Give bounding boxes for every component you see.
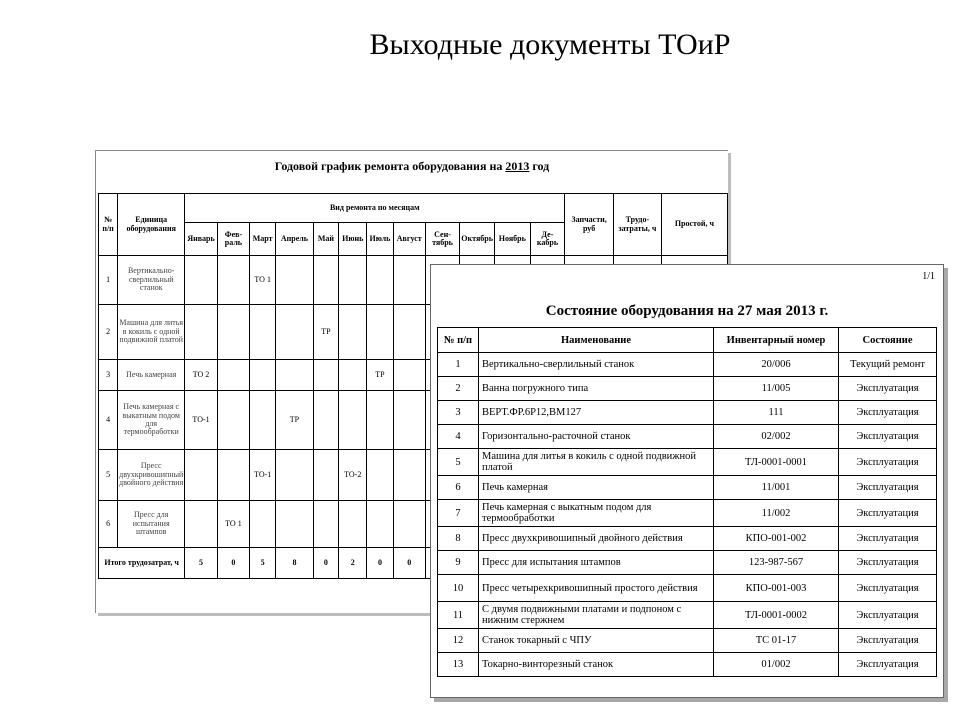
schedule-cell bbox=[276, 360, 313, 391]
status-cell-num: 4 bbox=[438, 425, 479, 449]
status-cell-state: Эксплуатация bbox=[839, 500, 937, 527]
schedule-row-name: Вертикально-сверлильный станок bbox=[118, 256, 185, 305]
schedule-cell bbox=[313, 501, 339, 548]
schedule-cell bbox=[393, 450, 425, 501]
month-header: Апрель bbox=[276, 223, 313, 256]
schedule-cell: ТО 1 bbox=[217, 501, 249, 548]
month-header: Октябрь bbox=[460, 223, 495, 256]
schedule-row-num: 1 bbox=[99, 256, 118, 305]
status-cell-num: 5 bbox=[438, 449, 479, 476]
status-row bbox=[438, 629, 937, 653]
schedule-cell bbox=[313, 256, 339, 305]
status-cell-num: 3 bbox=[438, 401, 479, 425]
status-cell-inv: 111 bbox=[714, 401, 839, 425]
schedule-cell bbox=[339, 360, 367, 391]
status-cell-inv: 02/002 bbox=[714, 425, 839, 449]
status-row bbox=[438, 377, 937, 401]
status-cell-state: Эксплуатация bbox=[839, 602, 937, 629]
status-row bbox=[438, 602, 937, 629]
schedule-cell bbox=[339, 391, 367, 450]
status-cell-state: Эксплуатация bbox=[839, 476, 937, 500]
month-header: Июнь bbox=[339, 223, 367, 256]
status-cell-inv: ТЛ-0001-0002 bbox=[714, 602, 839, 629]
header-name: Наименование bbox=[479, 328, 714, 353]
schedule-row-num: 6 bbox=[99, 501, 118, 548]
status-cell-name: Печь камерная с выкатным подом для термообработки bbox=[479, 500, 714, 527]
status-title: Состояние оборудования на 27 мая 2013 г. bbox=[545, 303, 829, 319]
month-header: Август bbox=[393, 223, 425, 256]
schedule-cell bbox=[250, 360, 276, 391]
col-kind: Вид ремонта по месяцам bbox=[185, 194, 565, 223]
schedule-total-cell: 5 bbox=[185, 548, 218, 579]
schedule-cell: ТО-2 bbox=[339, 450, 367, 501]
status-cell-name: Станок токарный с ЧПУ bbox=[479, 629, 714, 653]
schedule-cell bbox=[367, 501, 393, 548]
status-cell-name: Вертикально-сверлильный станок bbox=[479, 353, 714, 377]
schedule-total-cell: 0 bbox=[217, 548, 249, 579]
status-row bbox=[438, 575, 937, 602]
schedule-cell: ТО 2 bbox=[185, 360, 218, 391]
status-cell-num: 7 bbox=[438, 500, 479, 527]
month-header: Май bbox=[313, 223, 339, 256]
schedule-row-num: 3 bbox=[99, 360, 118, 391]
schedule-cell bbox=[185, 501, 218, 548]
schedule-cell: ТО-1 bbox=[250, 450, 276, 501]
schedule-cell bbox=[367, 256, 393, 305]
status-cell-inv: 20/006 bbox=[714, 353, 839, 377]
status-cell-name: Печь камерная bbox=[479, 476, 714, 500]
status-cell-num: 9 bbox=[438, 551, 479, 575]
status-cell-state: Текущий ремонт bbox=[839, 353, 937, 377]
status-cell-num: 6 bbox=[438, 476, 479, 500]
schedule-cell bbox=[367, 305, 393, 360]
schedule-cell bbox=[185, 305, 218, 360]
col-num: № п/п bbox=[99, 194, 118, 256]
schedule-title bbox=[96, 159, 728, 174]
status-cell-inv: КПО-001-003 bbox=[714, 575, 839, 602]
schedule-row-num: 2 bbox=[99, 305, 118, 360]
status-cell-inv: ТЛ-0001-0001 bbox=[714, 449, 839, 476]
month-header: Фев-раль bbox=[217, 223, 249, 256]
status-cell-num: 10 bbox=[438, 575, 479, 602]
status-cell-state: Эксплуатация bbox=[839, 527, 937, 551]
col-downtime: Простой, ч bbox=[661, 194, 727, 256]
schedule-cell bbox=[217, 360, 249, 391]
status-cell-num: 12 bbox=[438, 629, 479, 653]
schedule-cell bbox=[393, 501, 425, 548]
status-row bbox=[438, 500, 937, 527]
col-unit: Единица оборудования bbox=[118, 194, 185, 256]
status-cell-name: Пресс четырехкривошипный простого действия bbox=[479, 575, 714, 602]
schedule-row-num: 4 bbox=[99, 391, 118, 450]
schedule-cell bbox=[339, 501, 367, 548]
status-cell-inv: 123-987-567 bbox=[714, 551, 839, 575]
header-num: № п/п bbox=[438, 328, 479, 353]
schedule-cell bbox=[276, 256, 313, 305]
status-cell-inv: 11/005 bbox=[714, 377, 839, 401]
schedule-cell bbox=[393, 305, 425, 360]
schedule-cell: ТО-1 bbox=[185, 391, 218, 450]
status-cell-name: Пресс для испытания штампов bbox=[479, 551, 714, 575]
month-header: Сен-тябрь bbox=[425, 223, 460, 256]
status-cell-state: Эксплуатация bbox=[839, 449, 937, 476]
status-cell-state: Эксплуатация bbox=[839, 551, 937, 575]
schedule-total-cell: 0 bbox=[367, 548, 393, 579]
status-cell-inv: 11/002 bbox=[714, 500, 839, 527]
status-table bbox=[437, 327, 937, 677]
schedule-cell bbox=[393, 256, 425, 305]
schedule-cell: ТР bbox=[313, 305, 339, 360]
schedule-cell: ТР bbox=[276, 391, 313, 450]
status-cell-num: 2 bbox=[438, 377, 479, 401]
status-cell-inv: 11/001 bbox=[714, 476, 839, 500]
schedule-cell bbox=[339, 305, 367, 360]
status-row bbox=[438, 551, 937, 575]
schedule-total-cell: 2 bbox=[339, 548, 367, 579]
status-cell-num: 11 bbox=[438, 602, 479, 629]
month-header: Июль bbox=[367, 223, 393, 256]
schedule-total-cell: 0 bbox=[313, 548, 339, 579]
schedule-cell bbox=[185, 450, 218, 501]
schedule-cell bbox=[250, 305, 276, 360]
status-cell-name: Пресс двухкривошипный двойного действия bbox=[479, 527, 714, 551]
month-header: Де-кабрь bbox=[530, 223, 565, 256]
schedule-cell bbox=[313, 391, 339, 450]
status-cell-name: С двумя подвижными платами и подпоном с нижним стержнем bbox=[479, 602, 714, 629]
schedule-total-cell: 0 bbox=[393, 548, 425, 579]
schedule-cell bbox=[313, 360, 339, 391]
schedule-title-suffix: год bbox=[532, 159, 550, 173]
col-parts: Запчасти, руб bbox=[565, 194, 614, 256]
status-cell-state: Эксплуатация bbox=[839, 377, 937, 401]
status-cell-name: Токарно-винторезный станок bbox=[479, 653, 714, 677]
month-header: Ноябрь bbox=[494, 223, 530, 256]
schedule-cell bbox=[250, 391, 276, 450]
status-cell-num: 8 bbox=[438, 527, 479, 551]
schedule-row-name: Машина для литья в кокиль с одной подвижной платой bbox=[118, 305, 185, 360]
status-row bbox=[438, 527, 937, 551]
schedule-row-name: Пресс для испытания штампов bbox=[118, 501, 185, 548]
col-labor: Трудо-затраты, ч bbox=[613, 194, 661, 256]
status-cell-inv: 01/002 bbox=[714, 653, 839, 677]
status-cell-state: Эксплуатация bbox=[839, 653, 937, 677]
schedule-year: 2013 bbox=[505, 159, 530, 173]
schedule-cell: ТО 1 bbox=[250, 256, 276, 305]
month-header: Март bbox=[250, 223, 276, 256]
status-cell-inv: ТС 01-17 bbox=[714, 629, 839, 653]
schedule-cell bbox=[217, 450, 249, 501]
schedule-cell bbox=[367, 450, 393, 501]
schedule-cell bbox=[276, 501, 313, 548]
schedule-cell bbox=[276, 450, 313, 501]
schedule-cell bbox=[217, 256, 249, 305]
schedule-cell bbox=[313, 450, 339, 501]
status-row bbox=[438, 401, 937, 425]
status-row bbox=[438, 653, 937, 677]
status-row bbox=[438, 425, 937, 449]
schedule-cell bbox=[250, 501, 276, 548]
status-cell-state: Эксплуатация bbox=[839, 629, 937, 653]
schedule-row-num: 5 bbox=[99, 450, 118, 501]
header-state: Состояние bbox=[839, 328, 937, 353]
status-cell-num: 13 bbox=[438, 653, 479, 677]
schedule-total-cell: 8 bbox=[276, 548, 313, 579]
schedule-row-name: Печь камерная bbox=[118, 360, 185, 391]
schedule-cell bbox=[367, 391, 393, 450]
schedule-total-label: Итого трудозатрат, ч bbox=[99, 548, 185, 579]
schedule-cell bbox=[217, 391, 249, 450]
schedule-total-cell: 5 bbox=[250, 548, 276, 579]
status-cell-state: Эксплуатация bbox=[839, 401, 937, 425]
slide-title: Выходные документы ТОиР bbox=[369, 28, 731, 61]
month-header: Январь bbox=[185, 223, 218, 256]
status-cell-state: Эксплуатация bbox=[839, 425, 937, 449]
schedule-title-prefix: Годовой график ремонта оборудования на bbox=[274, 159, 503, 173]
status-cell-inv: КПО-001-002 bbox=[714, 527, 839, 551]
status-cell-name: Горизонтально-расточной станок bbox=[479, 425, 714, 449]
status-cell-name: Машина для литья в кокиль с одной подвижной платой bbox=[479, 449, 714, 476]
schedule-cell bbox=[339, 256, 367, 305]
status-cell-name: Ванна погружного типа bbox=[479, 377, 714, 401]
schedule-row-name: Пресс двухкривошипный двойного действия bbox=[118, 450, 185, 501]
status-row bbox=[438, 353, 937, 377]
schedule-cell: ТР bbox=[367, 360, 393, 391]
status-row bbox=[438, 449, 937, 476]
status-cell-state: Эксплуатация bbox=[839, 575, 937, 602]
schedule-row-name: Печь камерная с выкатным подом для термообработки bbox=[118, 391, 185, 450]
schedule-cell bbox=[393, 391, 425, 450]
schedule-cell bbox=[185, 256, 218, 305]
schedule-cell bbox=[276, 305, 313, 360]
status-cell-name: ВЕРТ.ФР.6Р12,ВМ127 bbox=[479, 401, 714, 425]
schedule-cell bbox=[393, 360, 425, 391]
status-row bbox=[438, 476, 937, 500]
status-cell-num: 1 bbox=[438, 353, 479, 377]
schedule-cell bbox=[217, 305, 249, 360]
page-number: 1/1 bbox=[922, 271, 935, 282]
equipment-status-document bbox=[430, 264, 944, 698]
header-inventory: Инвентарный номер bbox=[714, 328, 839, 353]
